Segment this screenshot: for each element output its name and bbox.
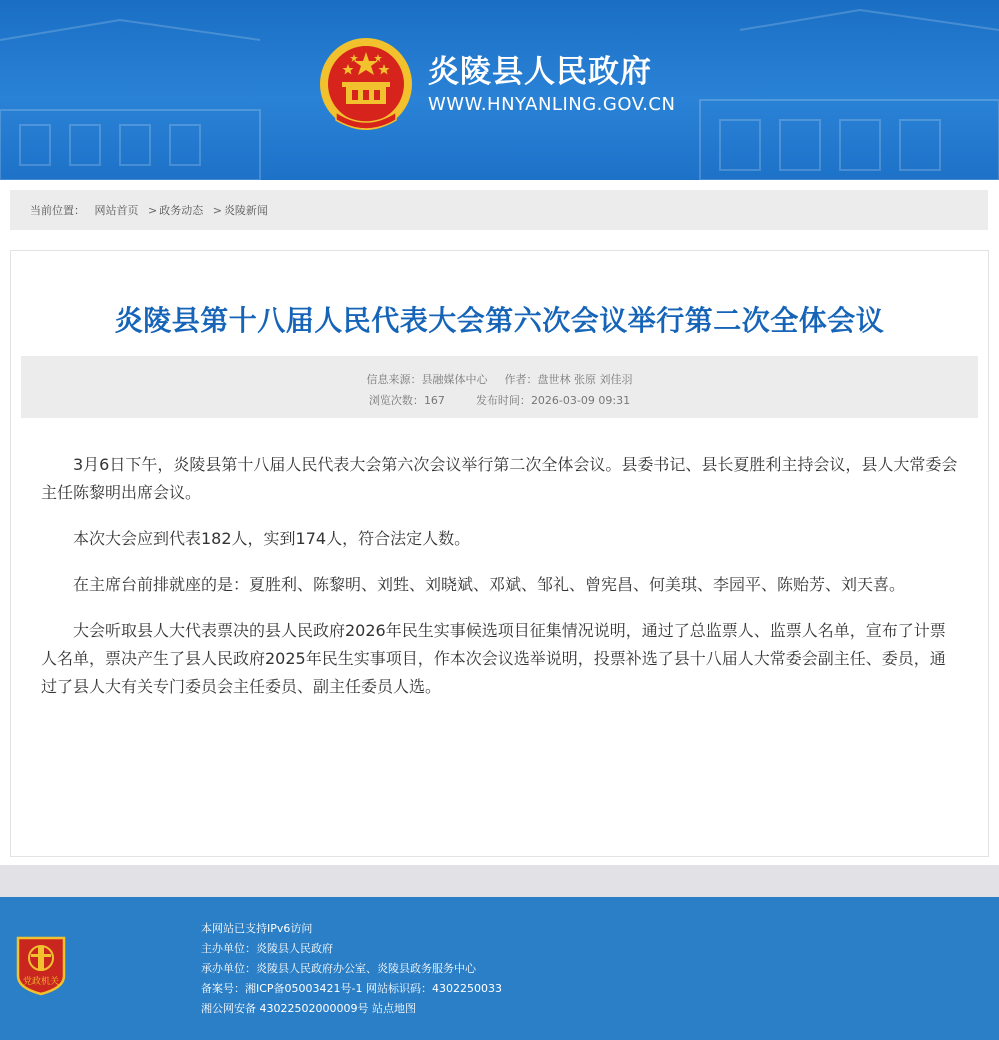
source-value: 县融媒体中心 <box>421 373 488 386</box>
author-label: 作者： <box>504 373 538 386</box>
article-paragraph: 大会听取县人大代表票决的县人民政府2026年民生实事候选项目征集情况说明，通过了总监票人、监票人名单，宣布了计票人名单，票决产生了县人民政府2025年民生实事项目，作本次会议选举说明，投票补选了县十八届人大常委会副主任、委员，通过了县人大有关专门委员会主任委员、副主任委员人选。 <box>41 621 946 696</box>
published-label: 发布时间： <box>475 394 531 407</box>
views-value: 167 <box>423 394 445 407</box>
article-title: 炎陵县第十八届人民代表大会第六次会议举行第二次全体会议 <box>114 304 885 337</box>
breadcrumb-local-news-link[interactable]: 炎陵新闻 <box>223 204 268 217</box>
site-header <box>0 0 999 180</box>
police-record-link[interactable]: 湘公网安备 43022502000009号 <box>201 1002 369 1015</box>
site-title[interactable]: 炎陵县人民政府 <box>428 54 652 90</box>
site-url[interactable]: WWW.HNYANLING.GOV.CN <box>428 94 676 115</box>
badge-text: 党政机关 <box>22 977 60 987</box>
breadcrumb-home-link[interactable]: 网站首页 <box>94 204 139 217</box>
icp-info[interactable]: 备案号：湘ICP备05003421号-1 网站标识码：4302250033 <box>201 982 502 995</box>
article-meta <box>21 356 978 418</box>
article-body <box>41 451 959 719</box>
breadcrumb-separator: > <box>212 204 222 217</box>
article-paragraph: 在主席台前排就座的是：夏胜利、陈黎明、刘甡、刘晓斌、邓斌、邹礼、曾宪昌、何美琪、李园平、陈贻芳、刘天喜。 <box>73 575 906 594</box>
breadcrumb-separator: > <box>148 204 158 217</box>
article-paragraph: 本次大会应到代表182人，实到174人，符合法定人数。 <box>73 529 471 548</box>
article-paragraph: 3月6日下午，炎陵县第十八届人民代表大会第六次会议举行第二次全体会议。县委书记、县长夏胜利主持会议，县人大常委会主任陈黎明出席会议。 <box>41 455 958 502</box>
footer-info <box>201 919 502 1019</box>
national-emblem-icon <box>318 34 414 134</box>
breadcrumb <box>10 190 988 230</box>
breadcrumb-label: 当前位置： <box>30 204 85 217</box>
breadcrumb-news-link[interactable]: 政务动态 <box>159 204 204 217</box>
organizer-info: 承办单位：炎陵县人民政府办公室、炎陵县政务服务中心 <box>201 962 476 975</box>
views-label: 浏览次数： <box>368 394 424 407</box>
published-value: 2026-03-09 09:31 <box>530 394 631 407</box>
sitemap-link[interactable]: 站点地图 <box>371 1002 416 1015</box>
sponsor-info: 主办单位：炎陵县人民政府 <box>201 942 333 955</box>
article-panel <box>10 250 989 857</box>
source-label: 信息来源： <box>366 373 422 386</box>
ipv6-notice: 本网站已支持IPv6访问 <box>201 922 313 935</box>
footer-divider-band <box>0 865 999 897</box>
party-government-badge-icon[interactable] <box>14 934 68 996</box>
author-value: 盘世林 张原 刘佳羽 <box>537 373 633 386</box>
